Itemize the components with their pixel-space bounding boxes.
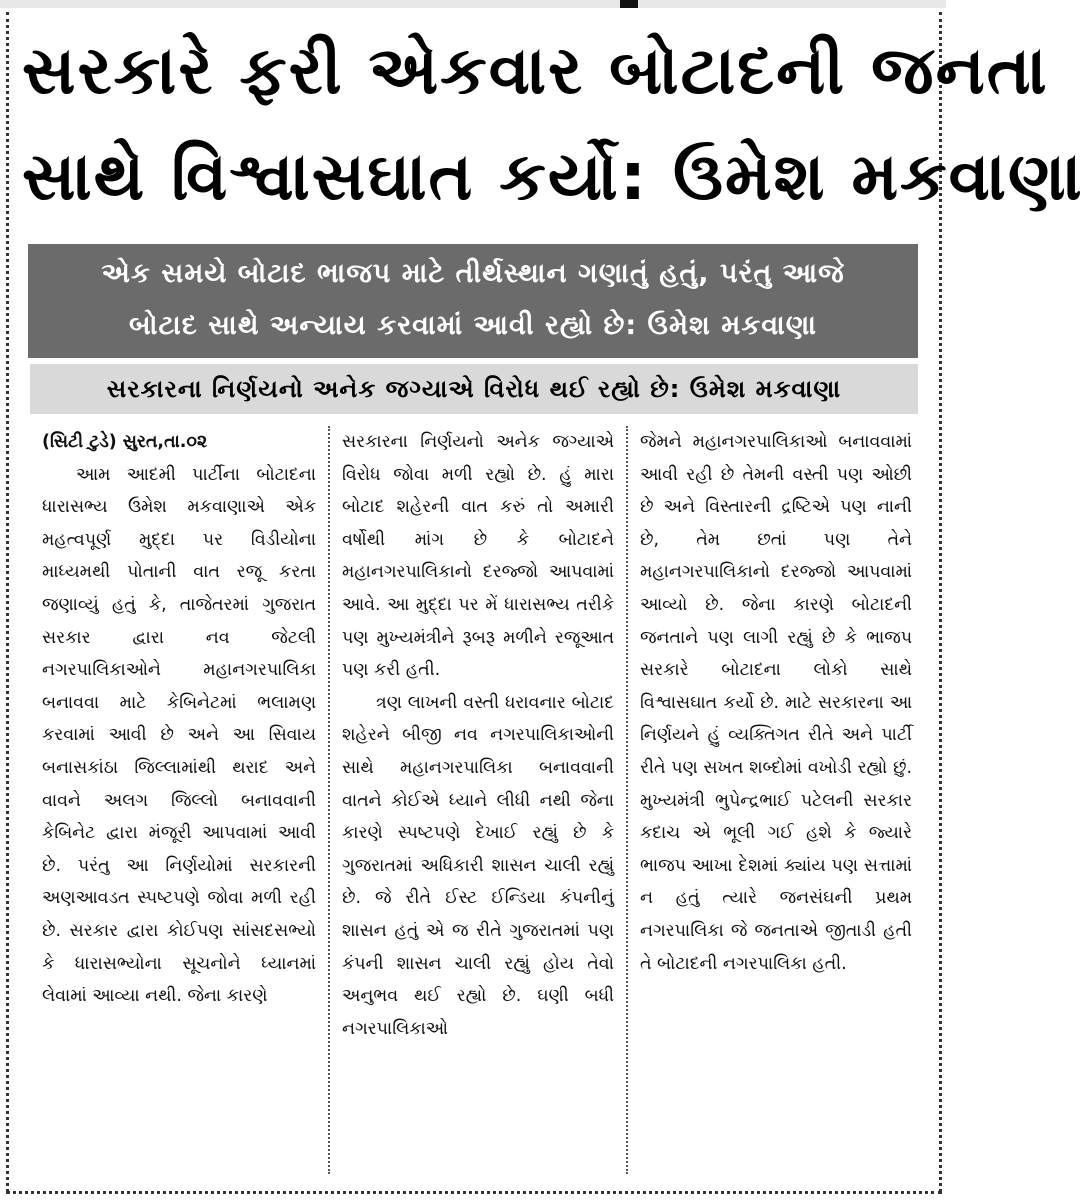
article-paragraph-1: આમ આદમી પાર્ટીના બોટાદના ધારાસભ્ય ઉમેશ મકવાણાએ એક મહત્વપૂર્ણ મુદ્દા પર વિડીયોના માધ્યમથી પોતાની વાત રજૂ કરતા જણાવ્યું હતું કે, તાજેતરમાં ગુજરાત સરકાર દ્વારા નવ જેટલી નગરપાલિકાઓને મહાનગરપાલિકા બનાવવા માટે કેબિનેટમાં ભલામણ કરવામાં આવી છે અને આ સિવાય બનાસકાંઠા જિલ્લામાંથી થરાદ અને વાવને અલગ જિલ્લો બનાવવાની કેબિનેટ દ્વારા મંજૂરી આપવામાં આવી છે. પરંતુ આ નિર્ણયોમાં સરકારની અણઆવડત સ્પષ્ટપણે જોવા મળી રહી છે. સરકાર દ્વારા કોઈપણ સાંસદસભ્યો કે ધારાસભ્યોના સૂચનોને ધ્યાનમાં લેવામાં આવ્યા નથી. જેના કારણે: [42, 464, 316, 1007]
kicker-line: સરકારના નિર્ણયનો અનેક જગ્યાએ વિરોધ થઈ રહ્યો છે: ઉમેશ મકવાણા: [30, 364, 918, 414]
left-dotted-border: [6, 12, 9, 1192]
subheadline-line-2: બોટાદ સાથે અન્યાય કરવામાં આવી રહ્યો છે: ઉમેશ મકવાણા: [129, 310, 817, 341]
headline-line-2: સાથે વિશ્વાસઘાત કર્યો: ઉમેશ મકવાણા: [22, 138, 1084, 215]
article-body: [30, 426, 924, 1174]
subheadline-line-1: એક સમયે બોટાદ ભાજપ માટે તીર્થસ્થાન ગણાતું હતું, પરંતુ આજે: [101, 258, 845, 289]
article-column-3: [626, 426, 924, 1174]
dateline: (સિટી ટુડે) સુરત,તા.૦૨: [42, 432, 208, 452]
article-paragraph-2: સરકારના નિર્ણયનો અનેક જગ્યાએ વિરોધ જોવા મળી રહ્યો છે. હું મારા બોટાદ શહેરની વાત કરું તો અમારી વર્ષોથી માંગ છે કે બોટાદને મહાનગરપાલિકાનો દરજ્જો આપવામાં આવે. આ મુદ્દા પર મેં ધારાસભ્ય તરીકે પણ મુખ્યમંત્રીને રૂબરૂ મળીને રજૂઆત પણ કરી હતી.: [342, 432, 614, 681]
article-paragraph-4: જેમને મહાનગરપાલિકાઓ બનાવવામાં આવી રહી છે તેમની વસ્તી પણ ઓછી છે અને વિસ્તારની દ્રષ્ટિએ પણ નાની છે, તેમ છતાં પણ તેને મહાનગરપાલિકાનો દરજ્જો આપવામાં આવ્યો છે. જેના કારણે બોટાદની જનતાને પણ લાગી રહ્યું છે કે ભાજપ સરકારે બોટાદના લોકો સાથે વિશ્વાસઘાત કર્યો છે. માટે સરકારના આ નિર્ણયને હું વ્યક્તિગત રીતે અને પાર્ટી રીતે પણ સખત શબ્દોમાં વખોડી રહ્યો છું. મુખ્યમંત્રી ભુપેન્દ્રભાઈ પટેલની સરકાર કદાચ એ ભૂલી ગઈ હશે કે જ્યારે ભાજપ આખા દેશમાં ક્યાંય પણ સત્તામાં ન હતું ત્યારે જનસંઘની પ્રથમ નગરપાલિકા જે જનતાએ જીતાડી હતી તે બોટાદની નગરપાલિકા હતી.: [640, 432, 912, 974]
article-column-1: [30, 426, 328, 1174]
subheadline: [28, 244, 918, 358]
article-paragraph-3: ત્રણ લાખની વસ્તી ધરાવનાર બોટાદ શહેરને બીજી નવ નગરપાલિકાઓની સાથે મહાનગરપાલિકા બનાવવાની વાતને કોઈએ ધ્યાને લીધી નથી જેના કારણે સ્પષ્ટપણે દેખાઈ રહ્યું છે કે ગુજરાતમાં અધિકારી શાસન ચાલી રહ્યું છે. જે રીતે ઈસ્ટ ઈન્ડિયા કંપનીનું શાસન હતું એ જ રીતે ગુજરાતમાં પણ કંપની શાસન ચાલી રહ્યું હોય તેવો અનુભવ થઈ રહ્યો છે. ઘણી બધી નગરપાલિકાઓ: [342, 692, 614, 1039]
top-strip: [0, 0, 946, 8]
headline-line-1: સરકારે ફરી એકવાર બોટાદની જનતા: [22, 32, 1049, 109]
top-strip-mark: [620, 0, 638, 8]
article-column-2: [328, 426, 626, 1174]
bottom-dotted-border: [6, 1191, 942, 1194]
headline: [22, 18, 1084, 230]
